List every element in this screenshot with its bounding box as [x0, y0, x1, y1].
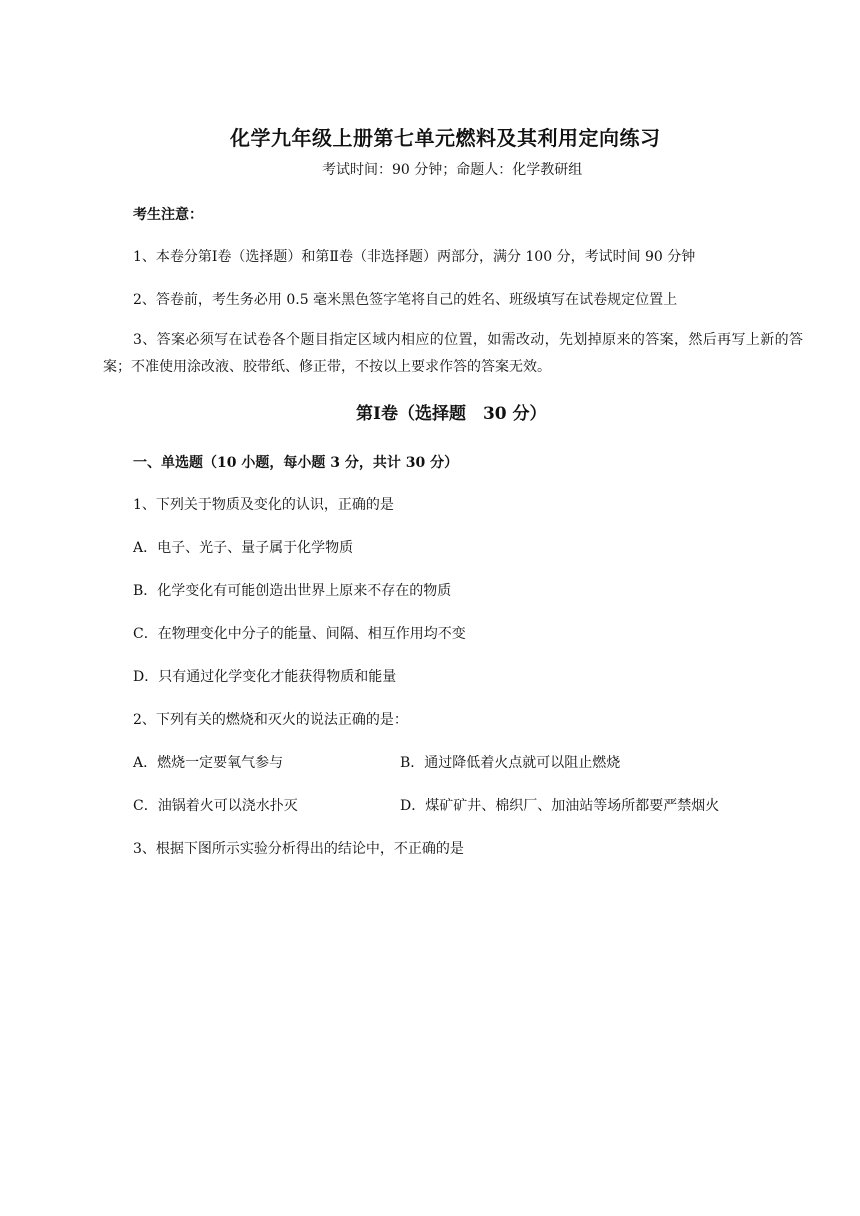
question-1-option-d: D．只有通过化学变化才能获得物质和能量 [133, 669, 397, 685]
question-1-stem: 1、下列关于物质及变化的认识，正确的是 [133, 497, 394, 513]
question-2-option-a: A．燃烧一定要氧气参与 [133, 755, 284, 771]
question-2-stem: 2、下列有关的燃烧和灭火的说法正确的是： [133, 712, 408, 728]
question-1-option-b: B．化学变化有可能创造出世界上原来不存在的物质 [133, 583, 452, 599]
question-1-option-c: C．在物理变化中分子的能量、间隔、相互作用均不变 [133, 626, 466, 642]
notice-item-3: 3、答案必须写在试卷各个题目指定区域内相应的位置，如需改动，先划掉原来的答案，然后再写上新的答案；不准使用涂改液、胶带纸、修正带，不按以上要求作答的答案无效。 [103, 332, 803, 375]
section-title: 第Ⅰ卷（选择题 30 分） [356, 404, 547, 424]
exam-title: 化学九年级上册第七单元燃料及其利用定向练习 [230, 126, 661, 150]
part-heading: 一、单选题（10 小题，每小题 3 分，共计 30 分） [133, 455, 459, 471]
question-2-option-d: D．煤矿矿井、棉织厂、加油站等场所都要严禁烟火 [400, 798, 720, 814]
exam-subtitle: 考试时间：90 分钟；命题人：化学教研组 [322, 162, 583, 178]
notice-item-1: 1、本卷分第Ⅰ卷（选择题）和第Ⅱ卷（非选择题）两部分，满分 100 分，考试时间 90 分钟 [133, 249, 696, 265]
question-2-option-b: B．通过降低着火点就可以阻止燃烧 [400, 755, 621, 771]
question-2-option-c: C．油锅着火可以浇水扑灭 [133, 798, 298, 814]
question-3-stem: 3、根据下图所示实验分析得出的结论中，不正确的是 [133, 841, 464, 857]
question-1-option-a: A．电子、光子、量子属于化学物质 [133, 540, 354, 556]
notice-item-2: 2、答卷前，考生务必用 0.5 毫米黑色签字笔将自己的姓名、班级填写在试卷规定位置上 [133, 292, 678, 308]
notice-heading: 考生注意： [133, 207, 203, 223]
